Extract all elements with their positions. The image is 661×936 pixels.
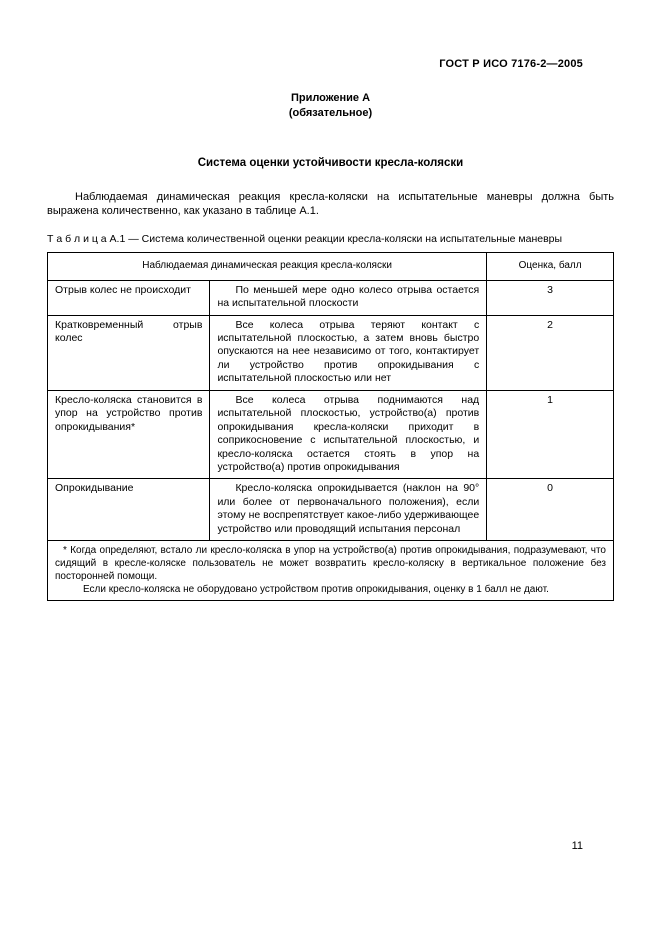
table-header-row bbox=[48, 252, 614, 280]
table-row bbox=[48, 479, 614, 541]
reaction-score: 0 bbox=[487, 479, 614, 541]
footnote-no-device: Если кресло-коляска не оборудовано устройством против опрокидывания, оценку в 1 балл не дают. bbox=[83, 584, 549, 596]
appendix-type: (обязательное) bbox=[288, 106, 373, 119]
column-header-reaction: Наблюдаемая динамическая реакция кресла-коляски bbox=[48, 252, 487, 280]
page-title: Система оценки устойчивости кресла-коляски bbox=[197, 156, 464, 169]
document-code: ГОСТ Р ИСО 7176-2—2005 bbox=[439, 58, 583, 70]
reaction-description: По меньшей мере одно колесо отрыва остается на испытательной плоскости bbox=[210, 280, 487, 315]
table-caption: Т а б л и ц а А.1 — Система количественной оценки реакции кресла-коляски на испытательные маневры bbox=[47, 233, 563, 246]
table-row bbox=[48, 280, 614, 315]
reaction-score: 3 bbox=[487, 280, 614, 315]
table-row bbox=[48, 390, 614, 479]
page-number: 11 bbox=[571, 840, 583, 852]
reaction-name: Отрыв колес не происходит bbox=[48, 280, 210, 315]
footnote-asterisk: * Когда определяют, встало ли кресло-коляска в упор на устройство(а) против опрокидывания, подразумевают, что сидящий в кресле-коляске пользователь не может возвратить кресло-коляску в вертикальное положение без посторонней помощи. bbox=[55, 545, 606, 583]
reaction-description: Кресло-коляска опрокидывается (наклон на 90° или более от первоначального положения), если этому не воспрепятствует какое-либо удерживающее устройство или проводящий испытания персонал bbox=[210, 479, 487, 541]
reaction-description: Все колеса отрыва теряют контакт с испытательной плоскостью, а затем вновь быстро опускаются на нее независимо от того, контактирует ли устройство против опрокидывания с испытательной плоскостью или нет bbox=[210, 315, 487, 390]
reaction-name: Опрокидывание bbox=[48, 479, 210, 541]
appendix-label: Приложение А bbox=[290, 92, 371, 104]
table-footnote bbox=[48, 541, 614, 601]
table-footnote-row bbox=[48, 541, 614, 601]
reaction-score: 2 bbox=[487, 315, 614, 390]
reaction-name: Кратковременный отрыв колес bbox=[48, 315, 210, 390]
appendix-heading bbox=[47, 91, 614, 121]
score-table bbox=[47, 252, 614, 601]
intro-paragraph: Наблюдаемая динамическая реакция кресла-коляски на испытательные маневры должна быть выражена количественно, как указано в таблице А.1. bbox=[47, 190, 614, 217]
reaction-description: Все колеса отрыва поднимаются над испытательной плоскостью, устройство(а) против опрокидывания кресла-коляски приходит в соприкосновение с испытательной плоскостью, и кресло-коляска остается стоять в упор на устройство(а) против опрокидывания bbox=[210, 390, 487, 479]
reaction-score: 1 bbox=[487, 390, 614, 479]
reaction-name: Кресло-коляска становится в упор на устройство против опрокидывания* bbox=[48, 390, 210, 479]
table-row bbox=[48, 315, 614, 390]
column-header-score: Оценка, балл bbox=[487, 252, 614, 280]
